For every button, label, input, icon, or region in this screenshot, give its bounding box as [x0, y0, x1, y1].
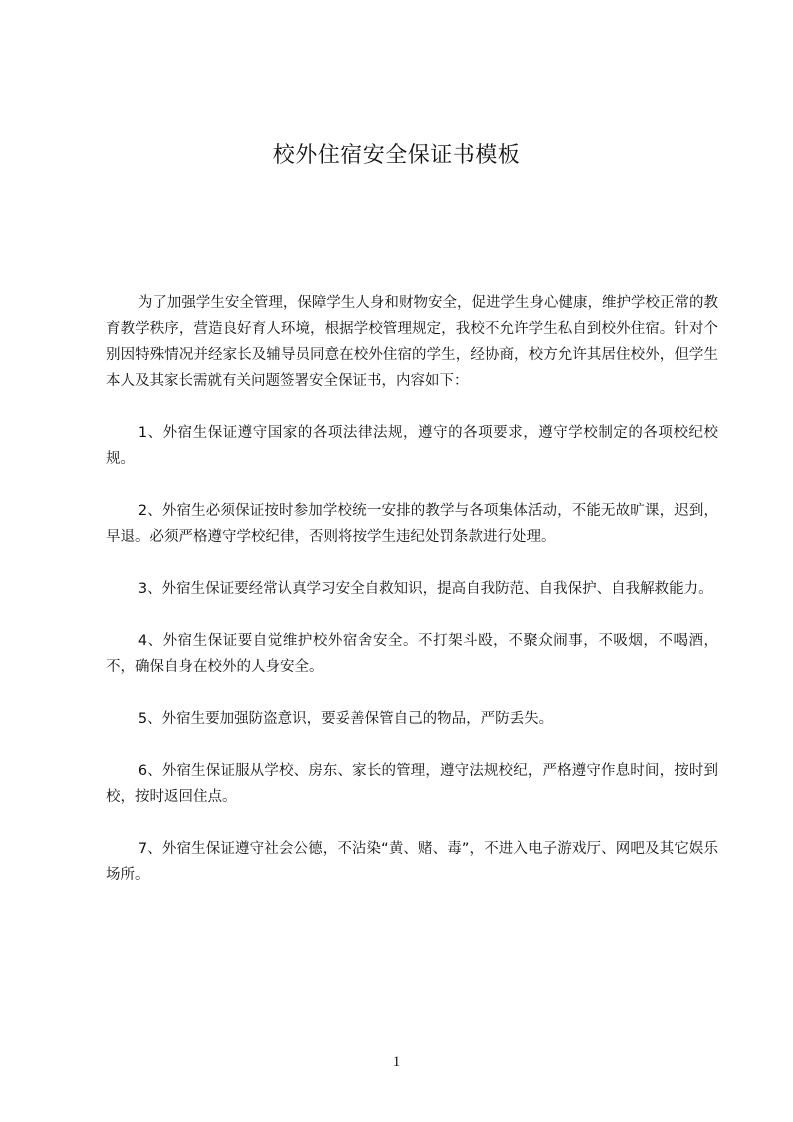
clause-7: 7、外宿生保证遵守社会公德，不沾染“黄、赌、毒”，不进入电子游戏厅、网吧及其它娱乐场所。 [106, 841, 718, 883]
clause-2: 2、外宿生必须保证按时参加学校统一安排的教学与各项集体活动，不能无故旷课，迟到，早退。必须严格遵守学校纪律，否则将按学生违纪处罚条款进行处理。 [106, 503, 718, 545]
clause-4: 4、外宿生保证要自觉维护校外宿舍安全。不打架斗殴，不聚众闹事，不吸烟，不喝酒，不，确保自身在校外的人身安全。 [106, 633, 718, 675]
clause-3: 3、外宿生保证要经常认真学习安全自救知识，提高自我防范、自我保护、自我解救能力。 [137, 581, 713, 597]
document-body [106, 290, 718, 914]
document-title: 校外住宿安全保证书模板 [272, 143, 521, 168]
intro-paragraph: 为了加强学生安全管理，保障学生人身和财物安全，促进学生身心健康，维护学校正常的教育教学秩序，营造良好育人环境，根据学校管理规定，我校不允许学生私自到校外住宿。针对个别因特殊情况并经家长及辅导员同意在校外住宿的学生，经协商，校方允许其居住校外，但学生本人及其家长需就有关问题签署安全保证书，内容如下： [106, 295, 718, 389]
clause-5: 5、外宿生要加强防盗意识，要妥善保管自己的物品，严防丢失。 [137, 711, 554, 727]
clause-1: 1、外宿生保证遵守国家的各项法律法规，遵守的各项要求，遵守学校制定的各项校纪校规。 [106, 425, 718, 467]
clause-6: 6、外宿生保证服从学校、房东、家长的管理，遵守法规校纪，严格遵守作息时间，按时到校，按时返回住点。 [106, 763, 718, 805]
page-number: 1 [392, 1054, 401, 1070]
